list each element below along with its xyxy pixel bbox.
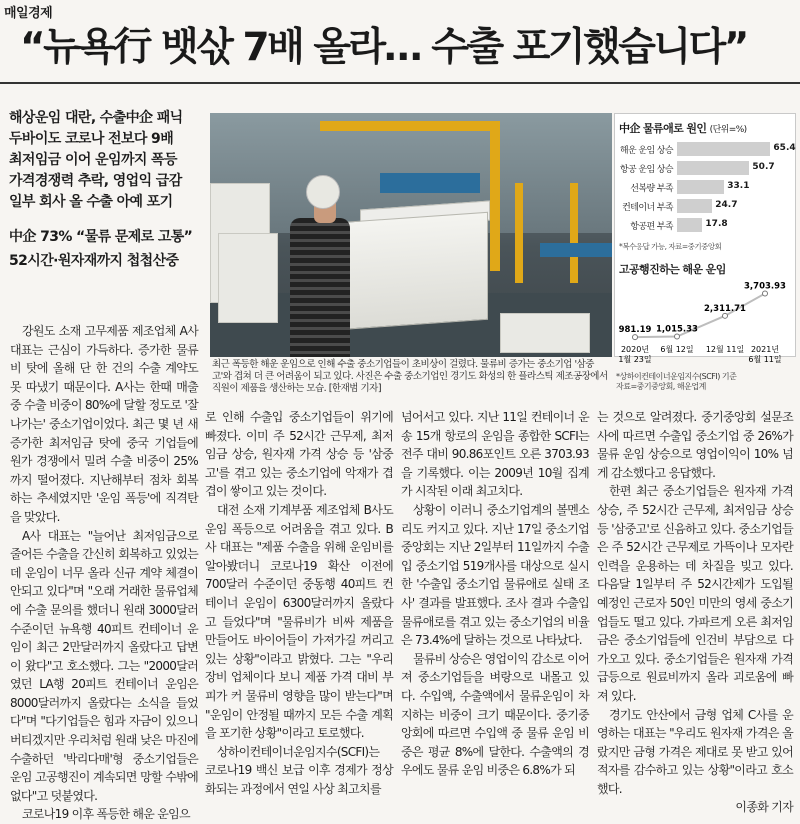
headline: “뉴욕行 뱃삯 7배 올라… 수출 포기했습니다” [20,25,747,70]
article-column-2 [205,408,393,798]
subhead-line: 中企 73% “물류 문제로 고통” [9,229,193,245]
paragraph: 대전 소재 기계부품 제조업체 B사도 운임 폭등으로 어려움을 겪고 있다. B사 대표는 "제품 수출을 위해 운임비를 알아봤더니 코로나19 확산 이전에 700달러 수준이던 중동행 40피트 컨테이너 운임이 6300달러까지 올랐다고 들었다"며 "물류비가 비싸 제품을 만들어도 바이어들이 가져가길 꺼리고 있는 상황"이라고 밝혔다. 그는 "우리 장비 업체이다 보니 제품 가격 대비 부피가 커 물류비 영향을 많이 받는다"며 "운임이 안정될 때까지 모든 수출 계획을 포기한 상황"이라고 토로했다. [205,502,393,741]
paragraph: 는 것으로 알려졌다. 중기중앙회 설문조사에 따르면 수출입 중소기업 중 26%가 물류 운임 상승으로 영업이익이 10% 넘게 감소했다고 응답했다. [597,410,793,480]
subhead-line: 최저임금 이어 운임까지 폭등 [9,152,177,168]
bar-chart-note: *복수응답 가능, 자료=중기중앙회 [619,242,722,251]
point-value-label: 1,015.33 [656,324,698,335]
point-value-label: 2,311.71 [704,303,746,314]
factory-photo [210,113,612,357]
subhead-line: 두바이도 코로나 전보다 9배 [9,131,174,147]
paragraph: 상황이 이러니 중소기업계의 볼멘소리도 커지고 있다. 지난 17일 중소기업중앙회는 지난 2일부터 11일까지 수출입 중소기업 519개사를 대상으로 실시한 '수출입 중소기업 물류애로 실태 조사' 결과를 발표했다. 조사 결과 수출입 물류애로를 겪고 있는 중소기업의 비율은 73.4%에 달하는 것으로 나타났다. [401,502,589,648]
bar-value-label: 17.8 [705,219,728,229]
x-tick-label: 6월 11일 [748,355,782,364]
data-point [675,334,680,339]
subheads [9,108,209,273]
photo-caption: 최근 폭등한 해운 운임으로 인해 수출 중소기업들이 초비상이 걸렸다. 물류비 증가는 중소기업 '삼중고'와 겹쳐 더 큰 어려움이 되고 있다. 사진은 수출 중소기업인 경기도 화성의 한 플라스틱 제조공장에서 직원이 제품을 생산하는 모습. [한재범 기자] [212,359,608,394]
bar-category-label: 컨테이너 부족 [622,203,673,213]
article-column-4 [597,408,793,817]
paragraph: 넘어서고 있다. 지난 11일 컨테이너 운송 15개 항로의 운임을 종합한 SCFI는 전주 대비 90.86포인트 오른 3703.93을 기록했다. 이는 2009년 10월 집계가 시작된 이래 최고치다. [401,410,589,499]
byline: 이종화 기자 [735,800,793,815]
data-point [723,313,728,318]
line-chart [615,114,797,364]
paragraph: 경기도 안산에서 금형 업체 C사를 운영하는 대표는 "우리도 원자재 가격은 올랐지만 금형 가격은 제대로 못 받고 있어 적자를 감수하고 있는 상황"이라고 호소했다. [597,707,793,796]
headline-rule [0,82,800,84]
bar-value-label: 33.1 [727,181,750,191]
article-column-1 [10,322,198,824]
paragraph: 로 인해 수출입 중소기업들이 위기에 빠졌다. 이미 주 52시간 근무제, 최저임금 상승, 원자재 가격 상승 등 '삼중고'를 겪고 있는 중소기업에 악재가 겹겹이 쌓이고 있는 것이다. [205,410,393,499]
bar-value-label: 24.7 [715,200,738,210]
paragraph: A사 대표는 "늘어난 최저임금으로 줄어든 수출을 간신히 회복하고 있었는데 운임이 너무 올라 신규 계약 체결이 안되고 있다"며 "오래 거래한 물류업체에 수출 문의를 했더니 원래 3000달러 수준이던 뉴욕행 40피트 컨테이너 운임이 최근 2만달러까지 올랐다고 답변이 왔다"고 호소했다. 그는 "2000달러였던 LA행 20피트 컨테이너 운임은 8000달러까지 올랐다는 소식을 들었다"며 "다기업들은 힘과 자금이 있으니 버티겠지만 우리처럼 원래 낮은 마진에 수출하던 '박리다매'형 중소기업들은 운임 고공행진이 계속되면 망할 수밖에 없다"고 덧붙였다. [10,528,198,803]
line-chart-title: 고공행진하는 해운 운임 [619,263,726,276]
data-point [633,335,638,340]
series-line [635,294,765,338]
bar-category-label: 해운 운임 상승 [619,146,673,156]
chart-panel [614,113,796,364]
paragraph: 강원도 소재 고무제품 제조업체 A사 대표는 근심이 가득하다. 증가한 물류비 탓에 올해 단 한 건의 수출 계약도 못 따냈기 때문이다. A사는 한때 매출 중 수출 비중이 80%에 달할 정도로 '잘나가는' 중소기업이었다. 최근 몇 년 새 증가한 최저임금 탓에 중국 기업들에 원가 경쟁에서 밀려 수출 비중이 25%까지 떨어졌다. 지난해부터 점차 회복하는 추세였지만 '운임 폭등'에 직격탄을 맞았다. [10,324,198,524]
data-point [763,291,768,296]
line-chart-note: *상하이컨테이너운임지수(SCFI) 기준 자료=중기중앙회, 해운업계 [616,372,737,391]
point-value-label: 981.19 [618,325,652,336]
bar-category-label: 항공 운임 상승 [619,165,673,175]
paragraph: 코로나19 이후 폭등한 해운 운임으 [22,807,190,822]
paragraph: 한편 최근 중소기업들은 원자재 가격 상승, 주 52시간 근무제, 최저임금 상승 등 '삼중고'로 신음하고 있다. 중소기업들은 주 52시간 근무제로 가뜩이나 모자란 인력을 운용하는 데 차질을 빚고 있다. 다음달 1일부터 주 52시간제가 도입될 예정인 근로자 50인 미만의 영세 중소기업들도 떨고 있다. 가파르게 오른 최저임금은 중소기업들에 인건비 부담으로 다가오고 있다. 중소기업들은 원자재 가격 급등으로 원료비까지 올라 괴로움에 빠져 있다. [597,484,793,703]
point-value-label: 3,703.93 [744,281,786,292]
x-tick-label: 12월 11일 [705,345,745,354]
subhead-line: 일부 회사 올 수출 아예 포기 [9,194,173,210]
paragraph: 상하이컨테이너운임지수(SCFI)는 코로나19 백신 보급 이후 경제가 정상화되는 과정에서 연일 사상 최고치를 [205,744,393,796]
bar-value-label: 50.7 [752,162,775,172]
bar-value-label: 65.4 [773,143,796,153]
subhead-line: 52시간·원자재까지 첩첩산중 [9,253,179,269]
bar-category-label: 항공편 부족 [630,222,673,232]
x-tick-label: 2021년 [750,345,780,354]
subhead-line: 해상운임 대란, 수출中企 패닉 [9,110,183,126]
subhead-line: 가격경쟁력 추락, 영업익 급감 [9,173,182,189]
bar-chart-title: 中企 물류애로 원인 (단위=%) [619,122,747,135]
x-tick-label: 6월 12일 [660,345,694,354]
bar-category-label: 선복량 부족 [630,184,673,194]
x-tick-label: 1월 23일 [618,355,652,364]
paragraph: 물류비 상승은 영업이익 감소로 이어져 중소기업들을 벼랑으로 내몰고 있다. 수입액, 수출액에서 물류운임이 차지하는 비중이 크기 때문이다. 중기중앙회에 따르면 수입액 중 물류 운임 비중은 평균 8%에 달한다. 수출액의 경우에도 물류 운임 비중은 6.8%가 되 [401,651,589,778]
masthead: 매일경제 [4,6,53,21]
x-tick-label: 2020년 [620,345,650,354]
article-column-3 [401,408,589,780]
